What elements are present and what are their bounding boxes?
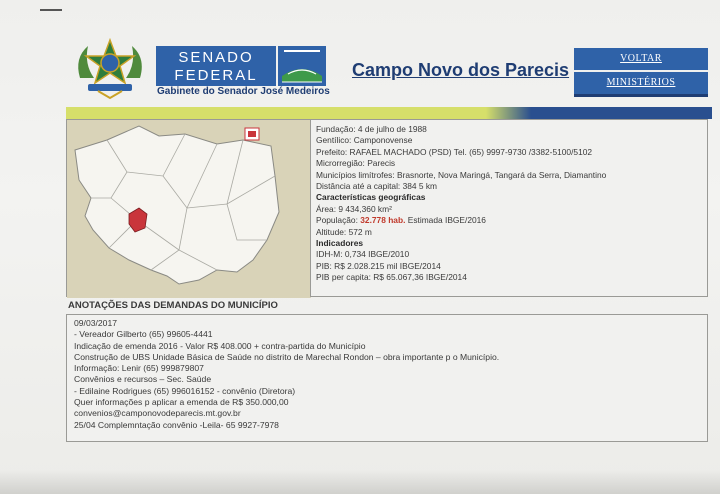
distancia-text: Distância até a capital: 384 5 km [316, 181, 438, 192]
geo-section-title: Características geográficas [316, 192, 426, 203]
header-color-band [66, 107, 712, 119]
page-shadow [0, 470, 720, 494]
annotation-line: convenios@camponovodeparecis.mt.gov.br [74, 408, 241, 419]
annotations-list [74, 318, 499, 431]
state-map [66, 119, 310, 297]
voltar-button[interactable]: VOLTAR [574, 48, 708, 70]
page-title: Campo Novo dos Parecis [352, 60, 570, 80]
microrregiao-text: Microrregião: Parecis [316, 158, 396, 169]
annotation-line: Quer informações p aplicar a emenda de R$ 350.000,00 [74, 397, 289, 408]
municipality-info [316, 124, 606, 284]
pib-capita-text: PIB per capita: R$ 65.067,36 IBGE/2014 [316, 272, 467, 283]
senado-building-icon [278, 46, 326, 86]
annotations-title: ANOTAÇÕES DAS DEMANDAS DO MUNICÍPIO [68, 300, 278, 311]
annotation-line: Construção de UBS Unidade Básica de Saúde no distrito de Marechal Rondon – obra importante p o Município. [74, 351, 500, 362]
annotation-line: - Vereador Gilberto (65) 99605-4441 [74, 329, 213, 340]
populacao-text: População: 32.778 hab. Estimada IBGE/2016 [316, 215, 486, 226]
limitrofes-text: Municípios limítrofes: Brasnorte, Nova Maringá, Tangará da Serra, Diamantino [316, 169, 607, 180]
idh-text: IDH-M: 0,734 IBGE/2010 [316, 249, 410, 260]
annotation-line: Convênios e recursos – Sec. Saúde [74, 374, 212, 385]
annotation-line: 09/03/2017 [74, 318, 118, 328]
senado-line-1: SENADO [178, 49, 254, 66]
annotation-line: Indicação de emenda 2016 - Valor R$ 408.000 + contra-partida do Município [74, 340, 366, 351]
populacao-value: 32.778 hab. [360, 215, 406, 226]
prefeito-text: Prefeito: RAFAEL MACHADO (PSD) Tel. (65) 9997-9730 /3382-5100/5102 [316, 146, 593, 157]
pib-text: PIB: R$ 2.028.215 mil IBGE/2014 [316, 260, 441, 271]
gabinete-subtitle: Gabinete do Senador José Medeiros [157, 86, 330, 97]
gentilico-text: Gentílico: Camponovense [316, 135, 413, 146]
brazil-coat-of-arms-icon [74, 38, 146, 100]
altitude-text: Altitude: 572 m [316, 226, 372, 237]
nav-underline [574, 94, 708, 97]
mato-grosso-map-icon [67, 120, 311, 298]
top-mark [40, 9, 62, 11]
senado-federal-logo [156, 46, 276, 86]
annotation-line: - Edilaine Rodrigues (65) 996016152 - convênio (Diretora) [74, 385, 296, 396]
fundacao-text: Fundação: 4 de julho de 1988 [316, 124, 427, 134]
indicadores-title: Indicadores [316, 238, 364, 249]
area-text: Área: 9 434,360 km² [316, 203, 392, 214]
annotation-line: Informação: Lenir (65) 999879807 [74, 363, 204, 374]
ministerios-button[interactable]: MINISTÉRIOS [574, 72, 708, 94]
annotation-line: 25/04 Complemntação convênio -Leila- 65 9927-7978 [74, 419, 279, 430]
senado-line-2: FEDERAL [174, 67, 258, 84]
